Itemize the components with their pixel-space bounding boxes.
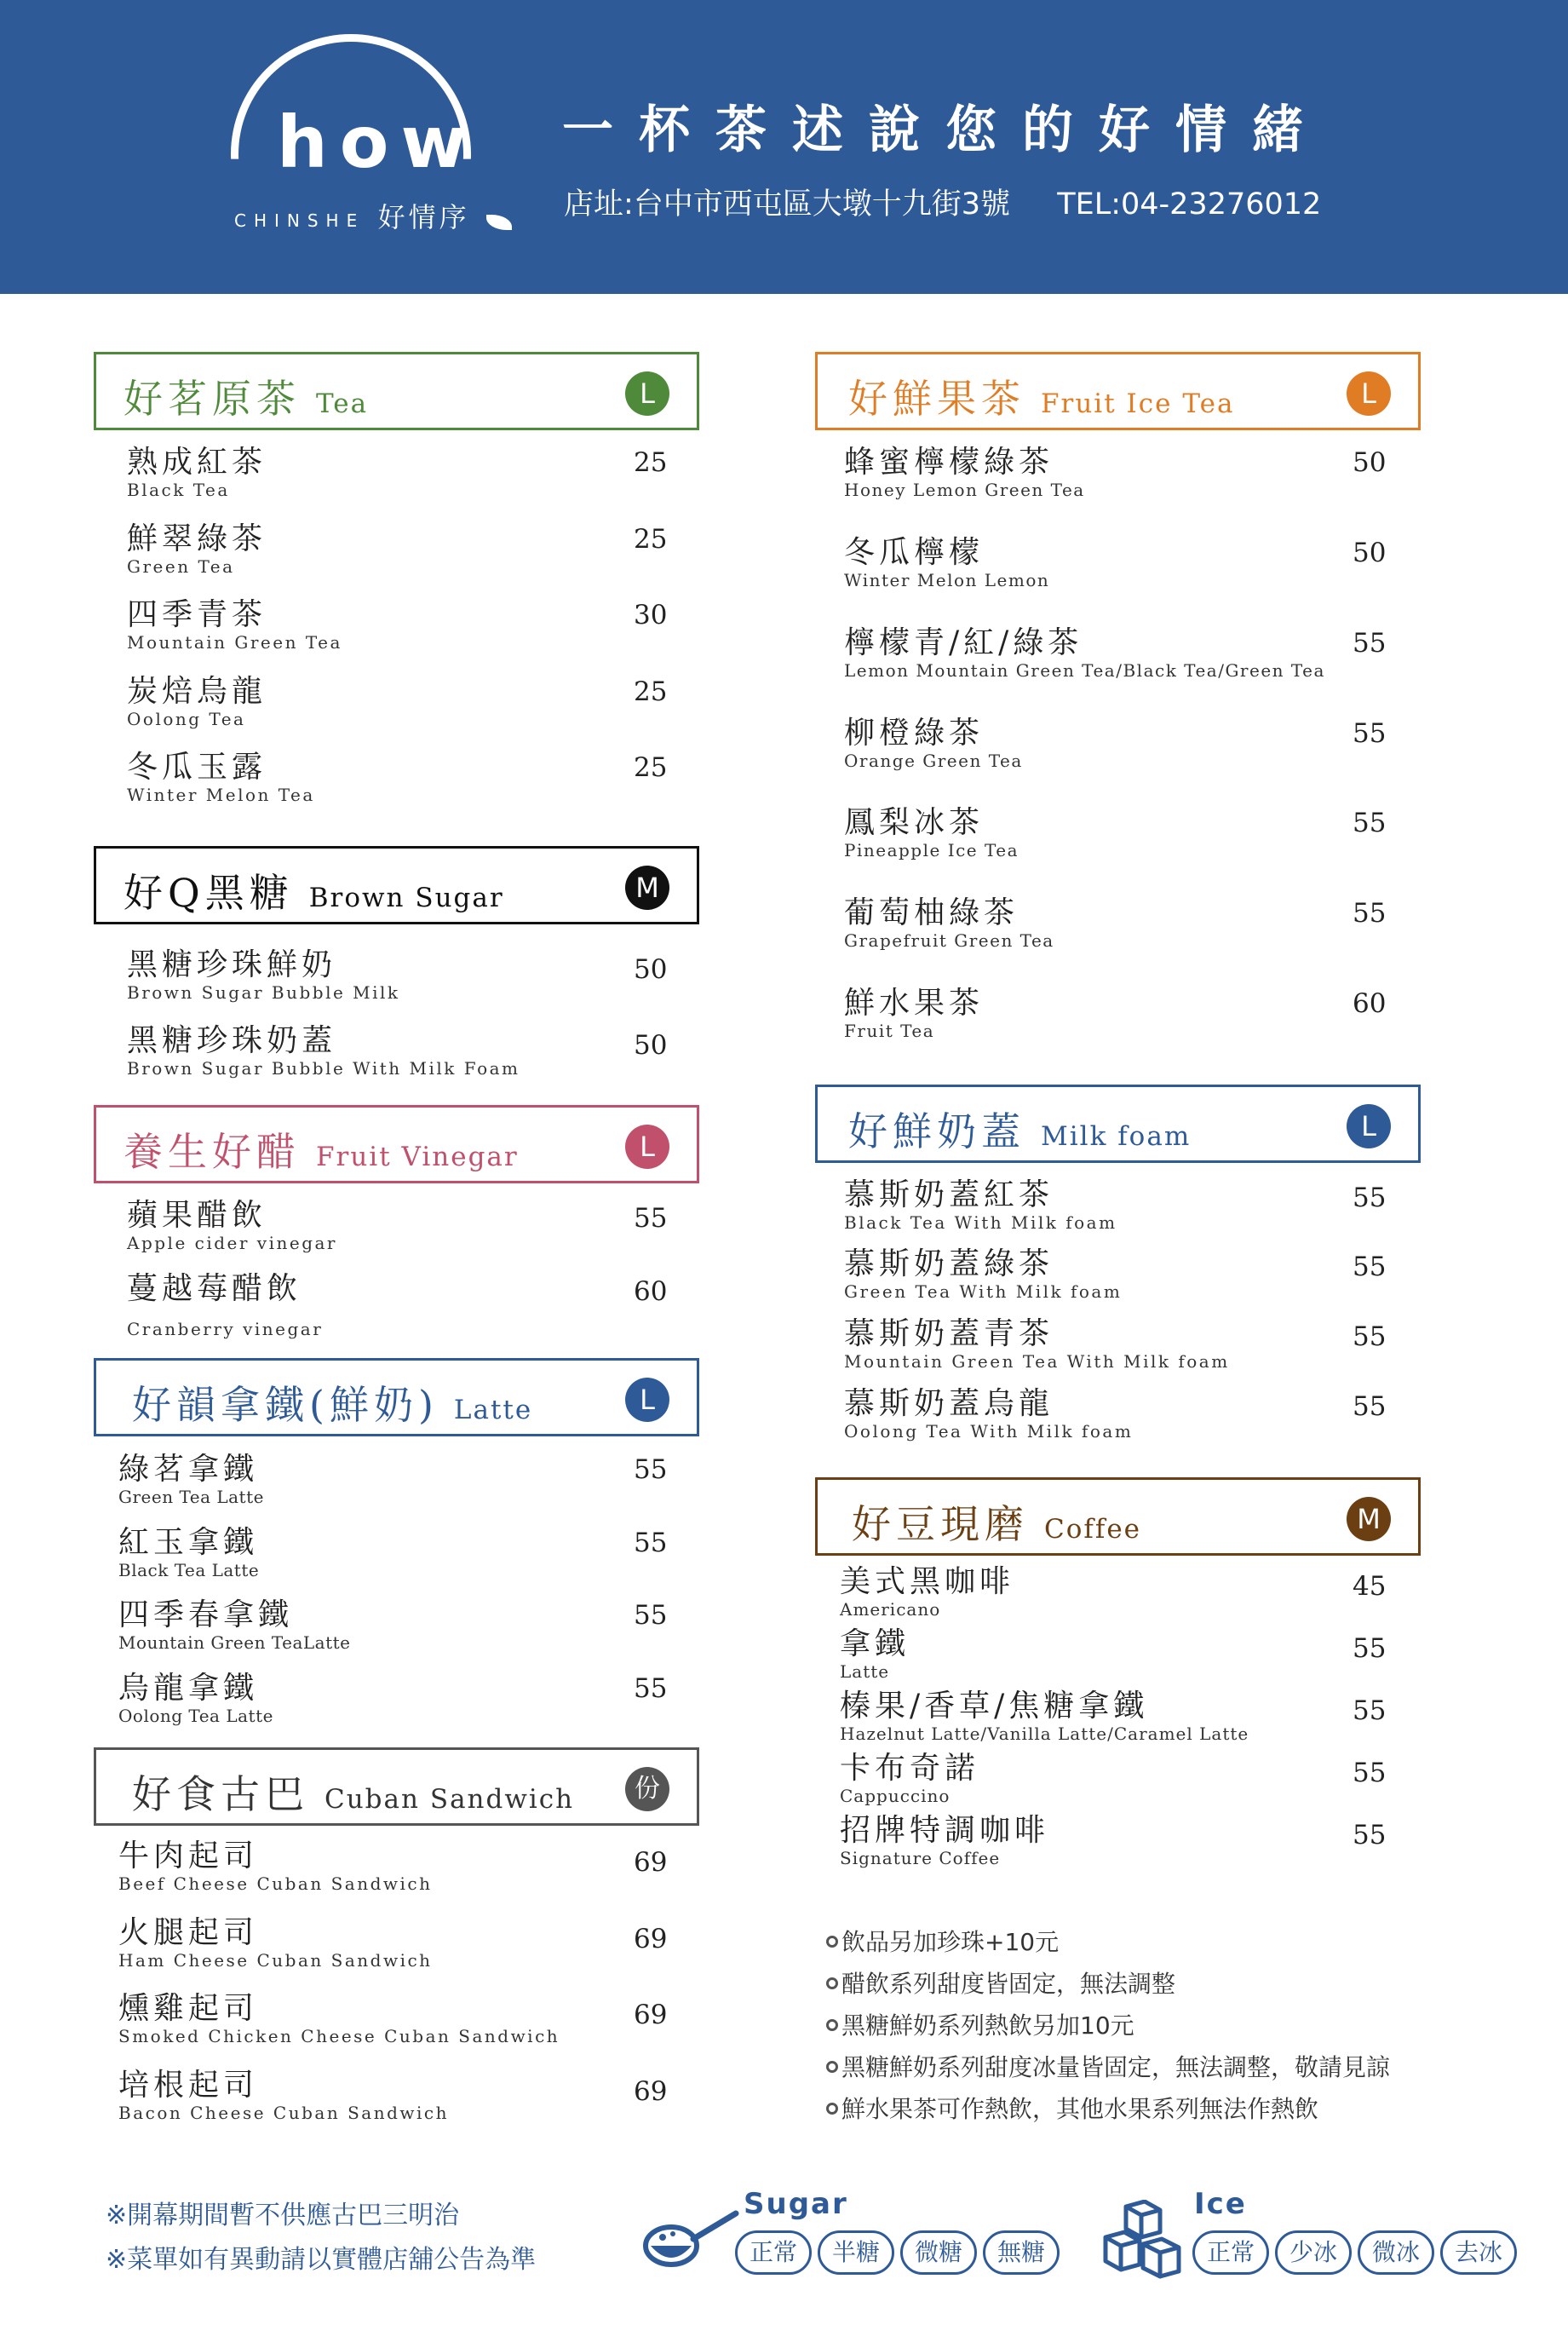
item-price: 55	[1353, 628, 1387, 659]
item-price: 55	[1353, 1633, 1387, 1664]
item-name-zh: 熟成紅茶	[127, 445, 267, 480]
item-price: 60	[1353, 988, 1387, 1019]
item-price: 55	[634, 1600, 668, 1631]
note-text: 醋飲系列甜度皆固定，無法調整	[841, 1970, 1176, 1998]
item-name-en: Latte	[840, 1661, 890, 1682]
menu-item	[844, 806, 1019, 860]
item-name-zh: 培根起司	[118, 2068, 259, 2103]
menu-item	[844, 446, 1085, 499]
item-name-zh: 鮮翠綠茶	[127, 521, 267, 556]
item-name-en: Cranberry vinegar	[127, 1319, 324, 1339]
note-item	[826, 1921, 1390, 1963]
section-title	[848, 1101, 1191, 1157]
bullet-icon	[826, 2103, 838, 2115]
store-phone: TEL:04-23276012	[1057, 187, 1322, 222]
item-price: 69	[634, 1847, 668, 1878]
leaf-icon	[486, 215, 512, 230]
store-info	[564, 181, 1321, 223]
item-price: 55	[1353, 1695, 1387, 1726]
item-name-zh: 鳳梨冰茶	[844, 805, 985, 840]
note-item	[826, 1963, 1390, 2005]
item-price: 69	[634, 2000, 668, 2030]
item-price: 50	[1353, 538, 1387, 568]
section-title	[852, 1493, 1141, 1550]
section-cuban-header	[94, 1747, 699, 1826]
item-name-en: Apple cider vinegar	[127, 1233, 337, 1253]
menu-item	[127, 1024, 520, 1078]
item-name-en: Oolong Tea	[127, 709, 246, 729]
sugar-option-none: 無糖	[983, 2230, 1060, 2275]
item-name-zh: 卡布奇諾	[840, 1751, 980, 1786]
item-name-zh: 蜂蜜檸檬綠茶	[844, 445, 1054, 480]
menu-item	[844, 716, 1023, 770]
section-title-en: Coffee	[1044, 1514, 1142, 1545]
item-name-en: Green Tea	[127, 556, 235, 577]
note-text: 飲品另加珍珠+10元	[841, 1928, 1060, 1956]
menu-item	[118, 1916, 433, 1970]
item-name-zh: 招牌特調咖啡	[840, 1813, 1050, 1848]
section-title-en: Brown Sugar	[308, 883, 504, 913]
item-name-zh: 慕斯奶蓋綠茶	[844, 1246, 1054, 1281]
section-title-zh: 好鮮果茶	[848, 376, 1025, 422]
item-price: 25	[634, 524, 668, 555]
item-name-zh: 黑糖珍珠奶蓋	[127, 1023, 337, 1058]
menu-item	[840, 1565, 1014, 1619]
menu-item	[840, 1752, 979, 1805]
warning-note: ※菜單如有異動請以實體店舖公告為準	[106, 2245, 537, 2275]
item-name-en: Pineapple Ice Tea	[844, 840, 1019, 860]
menu-item	[118, 1672, 273, 1725]
menu-item	[840, 1814, 1049, 1867]
item-name-zh: 冬瓜玉露	[127, 750, 267, 785]
warning-note: ※開幕期間暫不供應古巴三明治	[106, 2201, 460, 2230]
section-title-zh: 養生好醋	[123, 1129, 301, 1175]
item-name-zh: 四季青茶	[127, 597, 267, 632]
section-title	[132, 1374, 532, 1430]
item-price: 55	[634, 1203, 668, 1234]
item-name-en: Brown Sugar Bubble With Milk Foam	[127, 1058, 520, 1079]
menu-item	[844, 1247, 1122, 1301]
item-name-zh: 四季春拿鐵	[118, 1597, 294, 1632]
item-price: 69	[634, 2076, 668, 2107]
item-name-en: Oolong Tea Latte	[118, 1706, 273, 1726]
note-item	[826, 2046, 1390, 2088]
section-title-zh: 好茗原茶	[123, 376, 301, 422]
item-price: 50	[1353, 447, 1387, 478]
section-title-zh: 好Q黑糖	[123, 870, 294, 916]
item-price: 55	[1353, 718, 1387, 749]
item-name-zh: 燻雞起司	[118, 1991, 259, 2026]
menu-item	[118, 2069, 449, 2122]
notes-list	[826, 1921, 1390, 2130]
item-price: 55	[634, 1673, 668, 1704]
item-name-en: Brown Sugar Bubble Milk	[127, 982, 400, 1003]
ice-option-less: 少冰	[1275, 2230, 1352, 2275]
section-fruit-tea-header	[815, 352, 1421, 430]
item-price: 69	[634, 1924, 668, 1954]
sugar-option-half: 半糖	[818, 2230, 894, 2275]
section-milk-foam-header	[815, 1085, 1421, 1163]
menu-item	[127, 751, 315, 804]
item-price: 55	[1353, 1252, 1387, 1282]
menu-item	[844, 896, 1054, 950]
item-name-zh: 蘋果醋飲	[127, 1198, 267, 1233]
item-name-en: Beef Cheese Cuban Sandwich	[118, 1873, 433, 1894]
menu-item	[127, 522, 267, 576]
menu-item	[844, 1317, 1230, 1371]
logo-sub-en: CHINSHE	[234, 210, 365, 231]
item-name-en: Orange Green Tea	[844, 751, 1023, 771]
menu-item	[844, 1178, 1117, 1232]
spoon-icon	[639, 2207, 739, 2275]
item-name-en: Signature Coffee	[840, 1848, 1001, 1868]
note-text: 黑糖鮮奶系列熱飲另加10元	[841, 2011, 1134, 2040]
menu-item	[844, 536, 1049, 590]
item-name-en: Winter Melon Tea	[127, 785, 315, 805]
note-item	[826, 2088, 1390, 2130]
header-banner	[0, 0, 1568, 294]
item-name-zh: 慕斯奶蓋紅茶	[844, 1177, 1054, 1212]
item-name-en: Mountain Green Tea	[127, 632, 342, 653]
menu-item	[844, 987, 984, 1040]
item-name-zh: 蔓越莓醋飲	[127, 1271, 302, 1306]
item-name-en: Green Tea Latte	[118, 1487, 264, 1507]
item-name-zh: 葡萄柚綠茶	[844, 895, 1019, 930]
menu-item	[844, 626, 1325, 680]
sugar-title: Sugar	[744, 2187, 848, 2221]
item-price: 25	[634, 752, 668, 783]
item-name-zh: 柳橙綠茶	[844, 716, 985, 751]
bullet-icon	[826, 2019, 838, 2031]
item-name-en: Black Tea Latte	[118, 1560, 260, 1580]
ice-option-normal: 正常	[1192, 2230, 1269, 2275]
item-price: 55	[1353, 1391, 1387, 1422]
menu-item	[127, 598, 342, 652]
item-price: 55	[1353, 1183, 1387, 1213]
item-name-zh: 火腿起司	[118, 1915, 259, 1950]
slogan: 一杯茶述說您的好情緒	[562, 101, 1329, 160]
item-name-en: Green Tea With Milk foam	[844, 1281, 1123, 1302]
note-item	[826, 2005, 1390, 2046]
item-name-zh: 慕斯奶蓋烏龍	[844, 1386, 1054, 1421]
section-title-en: Latte	[453, 1395, 533, 1425]
item-name-zh: 榛果/香草/焦糖拿鐵	[840, 1689, 1149, 1724]
item-name-en: Mountain Green Tea With Milk foam	[844, 1351, 1230, 1372]
menu-item	[840, 1689, 1249, 1743]
item-name-zh: 冬瓜檸檬	[844, 535, 985, 570]
item-name-en: Fruit Tea	[844, 1021, 935, 1041]
menu-item	[127, 675, 267, 728]
section-title	[123, 1121, 519, 1177]
item-price: 55	[634, 1454, 668, 1485]
sugar-option-light: 微糖	[900, 2230, 977, 2275]
section-title-en: Cuban Sandwich	[325, 1784, 575, 1815]
item-price: 55	[634, 1528, 668, 1558]
size-badge: L	[1347, 1104, 1391, 1148]
section-title-zh: 好豆現磨	[852, 1501, 1029, 1547]
item-name-en: Bacon Cheese Cuban Sandwich	[118, 2103, 449, 2123]
menu-item	[127, 1199, 337, 1252]
section-tea-header	[94, 352, 699, 430]
logo	[226, 34, 507, 239]
ice-cubes-icon	[1100, 2200, 1186, 2282]
item-name-en: Black Tea With Milk foam	[844, 1212, 1117, 1233]
item-price: 60	[634, 1276, 668, 1307]
section-vinegar-header	[94, 1105, 699, 1183]
item-name-en: Ham Cheese Cuban Sandwich	[118, 1950, 433, 1971]
item-name-zh: 鮮水果茶	[844, 986, 985, 1021]
note-text: 鮮水果茶可作熱飲，其他水果系列無法作熱飲	[841, 2095, 1319, 2123]
menu-item	[127, 446, 267, 499]
section-title	[132, 1764, 574, 1820]
item-name-zh: 檸檬青/紅/綠茶	[844, 625, 1083, 660]
item-price: 50	[634, 1030, 668, 1061]
item-name-en: Black Tea	[127, 480, 230, 500]
item-name-en: Americano	[840, 1599, 941, 1620]
item-price: 55	[1353, 1321, 1387, 1352]
item-price: 25	[634, 447, 668, 478]
size-badge: 份	[625, 1767, 669, 1811]
bullet-icon	[826, 1977, 838, 1989]
section-title-zh: 好食古巴	[132, 1771, 309, 1817]
item-name-en: Honey Lemon Green Tea	[844, 480, 1085, 500]
sugar-option-normal: 正常	[735, 2230, 812, 2275]
menu-item	[840, 1627, 910, 1681]
item-name-en: Grapefruit Green Tea	[844, 930, 1054, 951]
menu-item	[118, 1453, 264, 1506]
section-title	[123, 862, 504, 918]
item-price: 25	[634, 676, 668, 707]
item-name-zh: 美式黑咖啡	[840, 1564, 1015, 1599]
menu-item	[127, 948, 400, 1002]
item-name-en: Winter Melon Lemon	[844, 570, 1050, 590]
item-name-zh: 黑糖珍珠鮮奶	[127, 947, 337, 982]
bullet-icon	[826, 2061, 838, 2073]
item-name-zh: 綠茗拿鐵	[118, 1452, 259, 1487]
logo-subtitle	[234, 196, 512, 235]
store-address: 店址:台中市西屯區大墩十九街3號	[564, 187, 1011, 222]
item-name-en: Smoked Chicken Cheese Cuban Sandwich	[118, 2026, 560, 2046]
item-name-en: Oolong Tea With Milk foam	[844, 1421, 1134, 1442]
item-name-en: Lemon Mountain Green Tea/Black Tea/Green Tea	[844, 660, 1325, 681]
size-badge: L	[625, 1378, 669, 1422]
menu-item	[127, 1272, 323, 1338]
item-name-en: Cappuccino	[840, 1786, 951, 1806]
item-name-zh: 拿鐵	[840, 1626, 910, 1661]
section-latte-header	[94, 1358, 699, 1436]
item-price: 55	[1353, 1758, 1387, 1788]
logo-sub-cn: 好情序	[377, 201, 470, 233]
item-name-zh: 紅玉拿鐵	[118, 1525, 259, 1560]
ice-option-light: 微冰	[1358, 2230, 1434, 2275]
item-price: 55	[1353, 1820, 1387, 1850]
section-title-en: Fruit Ice Tea	[1041, 388, 1235, 419]
item-name-zh: 炭焙烏龍	[127, 674, 267, 709]
ice-option-none: 去冰	[1440, 2230, 1517, 2275]
item-name-zh: 烏龍拿鐵	[118, 1671, 259, 1706]
ice-title: Ice	[1194, 2187, 1247, 2221]
size-badge: M	[1347, 1497, 1391, 1541]
item-name-en: Hazelnut Latte/Vanilla Latte/Caramel Latte	[840, 1724, 1249, 1744]
size-badge: L	[1347, 371, 1391, 416]
section-coffee-header	[815, 1477, 1421, 1556]
item-name-en: Mountain Green TeaLatte	[118, 1632, 351, 1653]
menu-item	[118, 1839, 433, 1893]
section-title-en: Milk foam	[1041, 1121, 1192, 1152]
size-badge: L	[625, 1125, 669, 1169]
item-price: 50	[634, 954, 668, 985]
item-price: 30	[634, 600, 668, 630]
size-badge: M	[625, 866, 669, 910]
section-title-en: Fruit Vinegar	[316, 1142, 519, 1172]
size-badge: L	[625, 371, 669, 416]
section-title	[848, 368, 1234, 424]
menu-item	[118, 1526, 259, 1580]
menu-item	[844, 1387, 1133, 1441]
section-title-zh: 好鮮奶蓋	[848, 1108, 1025, 1154]
menu-item	[118, 1992, 560, 2046]
item-price: 55	[1353, 898, 1387, 929]
section-title	[123, 368, 368, 424]
section-brown-sugar-header	[94, 846, 699, 924]
note-text: 黑糖鮮奶系列甜度冰量皆固定，無法調整，敬請見諒	[841, 2053, 1391, 2081]
section-title-zh: 好韻拿鐵(鮮奶)	[132, 1382, 439, 1428]
item-price: 55	[1353, 808, 1387, 838]
item-price: 45	[1353, 1571, 1387, 1602]
item-name-zh: 牛肉起司	[118, 1839, 259, 1873]
bullet-icon	[826, 1936, 838, 1948]
logo-text: how	[277, 101, 480, 184]
section-title-en: Tea	[316, 388, 369, 419]
menu-item	[118, 1598, 351, 1652]
item-name-zh: 慕斯奶蓋青茶	[844, 1316, 1054, 1351]
